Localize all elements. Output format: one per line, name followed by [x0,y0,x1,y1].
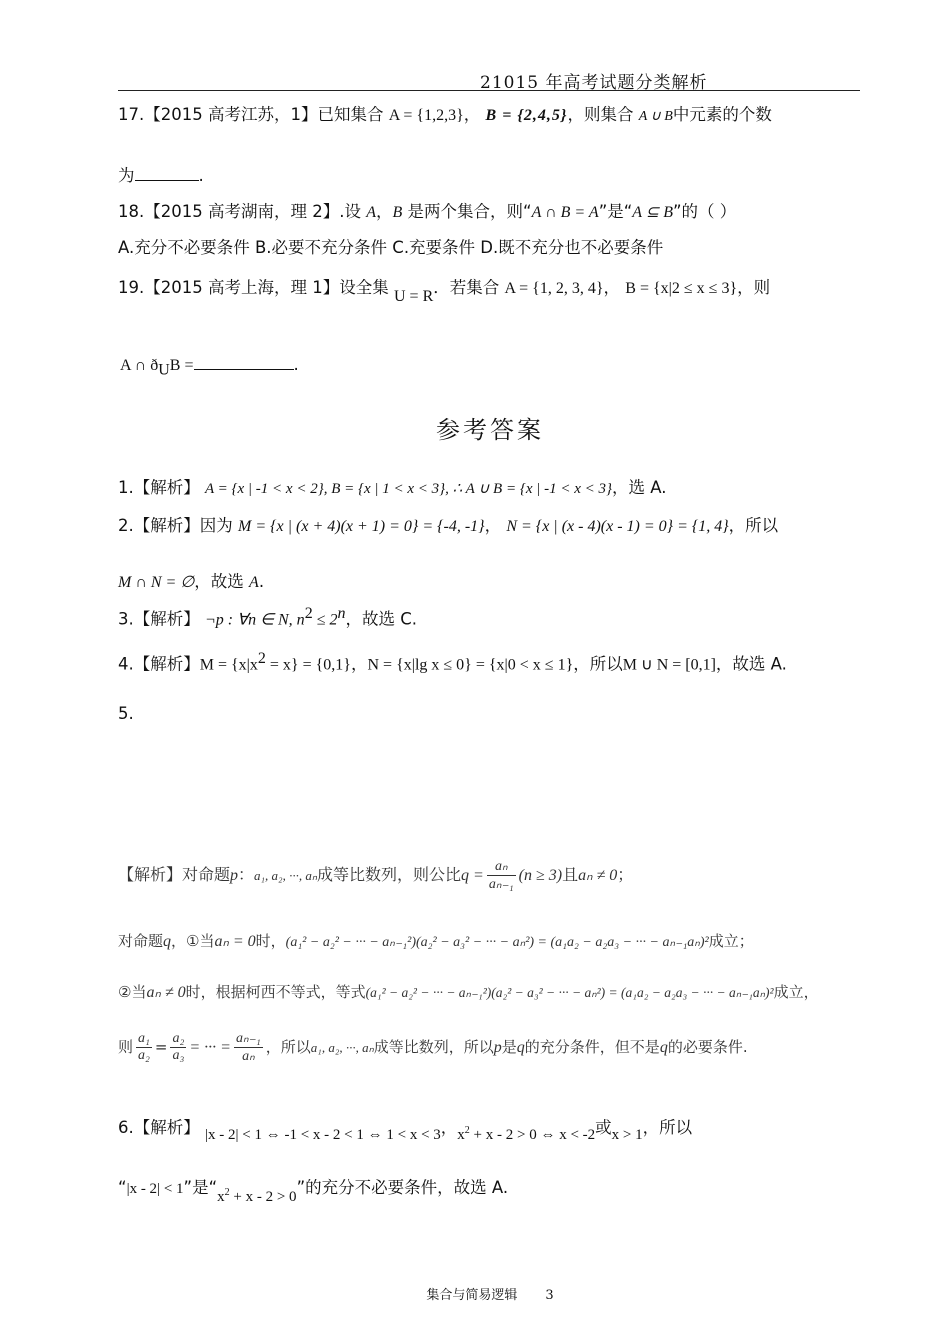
a1-tail: ，选 A. [612,478,667,497]
q17-set-a: A = {1,2,3} [388,107,464,124]
a6-math-abs: |x - 2| < 1 ⇔ -1 < x - 2 < 1 ⇔ 1 < x < 3 [205,1127,441,1143]
a1-math: A = {x | -1 < x < 2}, B = {x | 1 < x < 3}, ∴ A ∪ B = {x | -1 < x < 3} [205,481,613,497]
question-19: 19.【2015 高考上海，理 1】设全集 U = R．若集合 A = {1, 2, 3, 4}， B = {x|2 ≤ x ≤ 3}，则 [118,278,771,305]
a5-frac-3 [234,1030,263,1065]
a5-ratio-fraction [487,858,516,893]
a5-q-eq: q = [461,867,484,884]
a5-seq2: a₁, a₂, ···, aₙ [310,1040,374,1055]
q18-mid: 是两个集合，则“ [407,202,532,221]
a6-cond2-sup: 2 [224,1187,230,1198]
answer-5-line1 [118,858,633,893]
a3-sup2: n [337,605,346,622]
q17-prefix: 17.【2015 高考江苏，1】已知集合 [118,105,384,124]
a2-line2-text: ，故选 [194,572,244,591]
a5-l3a: ②当 [118,983,147,1001]
q19-universal-set: U = R [393,288,434,305]
a4-label: 4.【解析】 [118,654,200,674]
a5-l4b: ，所以 [265,1038,311,1056]
a3-sup: 2 [304,605,313,622]
a2-end: . [258,572,265,591]
q19-expr: A ∩ ð [120,357,159,374]
q18-cond1: A ∩ B = A [531,204,599,221]
q19-set-b: B = {x|2 ≤ x ≤ 3} [625,280,738,297]
a3-math2: ≤ 2 [312,611,338,629]
a5-l1b: ： [238,865,255,884]
a5-identity: (a₁² − a₂² − ··· − aₙ₋₁²)(a₂² − a₃² − ··· − aₙ²) = (a₁a₂ − a₂a₃ − ··· − aₙ₋₁aₙ)² [285,935,709,950]
a5-l3c: 成立， [773,983,819,1001]
a5-frac1-num: a₁ [138,1031,150,1046]
a6-quad-x: x [457,1127,465,1143]
a6-cond2-rest: + x - 2 > 0 [229,1189,297,1205]
a6-line2-end: ”的充分不必要条件，故选 A. [296,1178,509,1197]
a5-ratio-num: aₙ [487,858,516,876]
a5-dots: = ··· = [189,1039,231,1056]
a5-p: p [230,867,239,884]
q19-set-a: A = {1, 2, 3, 4} [504,280,604,297]
a5-l4e: 的充分条件，但不是 [524,1038,660,1056]
a6-sep: ， [440,1118,458,1137]
q19-expr-sub: U [158,361,170,379]
a6-math-x1: x > 1 [611,1127,643,1143]
question-17: 17.【2015 高考江苏，1】已知集合 A = {1,2,3}， B = {2,4,5}，则集合 A ∪ B中元素的个数 [118,105,772,124]
page-footer [0,1284,950,1303]
a5-q2: q [516,1039,525,1056]
a5-nonzero: aₙ ≠ 0 [578,867,618,884]
a5-l4c: 成等比数列，所以 [373,1038,494,1056]
q18-prefix: 18.【2015 高考湖南，理 2】.设 [118,202,361,221]
answer-6 [118,1114,693,1143]
answer-5-line2 [118,930,754,951]
q19-expression: A ∩ $ð_UB$ = . [120,355,299,379]
a6-cond2-x: x [217,1189,225,1205]
answers-title: 参考答案 [436,416,544,444]
a5-frac2-num: a₂ [172,1031,185,1046]
a6-or: 或 [595,1118,612,1137]
a2-math-n: N = {x | (x - 4)(x - 1) = 0} = {1, 4} [506,518,729,535]
a6-label: 6.【解析】 [118,1118,200,1137]
a5-p2: p [493,1039,502,1056]
a5-l1c: 成等比数列，则公比 [317,865,462,884]
q17-suffix: 中元素的个数 [672,105,772,124]
a5-seq: a₁, a₂, ···, aₙ [254,868,317,883]
a5-frac-2 [170,1031,186,1064]
a4-tail: ，故选 A. [715,654,787,674]
answer-2-line2 [118,568,264,592]
a5-l4d: 是 [501,1038,517,1056]
a4-sup: 2 [257,650,266,667]
a3-math: ¬p : ∀n ∈ N, n [205,611,305,629]
a5-l4a: 则 [118,1038,134,1056]
a2-answer: A [249,574,259,591]
a6-quad-rest: + x - 2 > 0 ⇔ x < -2 [469,1127,596,1143]
a4-math-m: M = {x|x [199,656,258,674]
q18-b: B [392,204,403,221]
a6-cond1: |x - 2| < 1 [126,1181,184,1197]
a5-an-zero: aₙ = 0 [214,933,256,950]
a5-q: q [163,933,172,950]
a2-intersection: M ∩ N = ∅ [118,574,195,591]
q17-mid: ，则集合 [567,105,634,124]
answer-6-line2 [118,1174,509,1205]
a3-tail: ，故选 C. [345,609,417,629]
a2-label: 2.【解析】因为 [118,516,233,535]
question-17-line2: 为 . [118,166,204,185]
q19-answer-blank [194,359,294,370]
a4-mid: ，所以 [573,654,623,674]
a5-frac3-den: aₙ [242,1049,255,1064]
a1-label: 1.【解析】 [118,478,200,497]
a5-frac1-den: a₂ [138,1048,150,1063]
q18-a: A [366,204,376,221]
a3-label: 3.【解析】 [118,609,200,629]
q17-line2-text: 为 [118,166,135,185]
footer-chapter: 集合与简易逻辑 [426,1288,518,1303]
q18-suffix: ”的（ ） [672,202,737,221]
answer-3 [118,605,417,630]
a2-math-m: M = {x | (x + 4)(x + 1) = 0} = {-4, -1} [238,518,485,535]
a5-l2b: ，①当 [171,932,215,950]
a6-quad-sup: 2 [464,1125,470,1136]
a5-l4f: 的必要条件. [667,1038,748,1056]
answer-4: 4.【解析】$M = \{x|x^2 = x\} = \{0,1\}$，N = {x|lg x ≤ 0} = {x|0 < x ≤ 1}，所以M ∪ N = [0,1]，故选 A. [118,650,787,674]
q19-suffix: ，则 [737,278,771,297]
a5-l1d: 且 [562,865,579,884]
q18-options: A.充分不必要条件 B.必要不充分条件 C.充要条件 D.既不充分也不必要条件 [118,238,664,257]
q18-cond2: A ⊆ B [632,204,673,221]
a5-q3: q [659,1039,668,1056]
q17-union: A ∪ B [638,109,673,124]
q19-expr-b: B = [169,357,194,374]
a6-tail: ，所以 [642,1118,693,1137]
q18-mid2: ”是“ [598,202,633,221]
a6-is: ”是“ [183,1178,218,1197]
a5-l3b: 时，根据柯西不等式，等式 [185,983,366,1001]
answer-2: 2.【解析】因为 M = {x | (x + 4)(x + 1) = 0} = {-4, -1}， N = {x | (x - 4)(x - 1) = 0} = {1, 4}，所以 [118,516,779,535]
a5-ratio-den: aₙ₋₁ [488,877,514,892]
a5-frac3-num: aₙ₋₁ [235,1031,261,1046]
a5-l1a: 【解析】对命题 [118,865,231,884]
header-rule [118,90,860,91]
a5-l2c: 时， [255,932,286,950]
answer-1 [118,474,667,498]
a5-cond: (n ≥ 3) [518,867,563,884]
a2-tail: ，所以 [728,516,779,535]
q17-answer-blank [135,166,199,181]
a5-frac2-den: a₃ [172,1048,185,1063]
q19-mid: ．若集合 [433,278,500,297]
a4-math-m2: = x} = {0,1} [265,656,351,674]
a4-math-n: N = {x|lg x ≤ 0} = {x|0 < x ≤ 1} [367,656,574,674]
answer-5-line4: 则 $\frac{\text{a₁}}{\text{a₂}}$ = $\frac{\text{a₂}}{\text{a₃}}$ = ··· = $\frac{\text{aₙ₋₁}}{\text{aₙ}}$ ，所以a₁, a₂, ···, aₙ成等比数列，所以p是q的充分条件，但不是q的必要条件. [118,1031,748,1064]
a6-quote-open: “ [118,1178,127,1197]
answer-5-line3 [118,981,819,1002]
a5-frac-1 [136,1031,152,1064]
question-18: 18.【2015 高考湖南，理 2】.设 A，B 是两个集合，则“A ∩ B = A”是“A ⊆ B”的（ ） [118,202,737,221]
a5-l2d: 成立； [708,932,754,950]
a5-cauchy-eq: (a₁² − a₂² − ··· − aₙ₋₁²)(a₂² − a₃² − ··· − aₙ²) = (a₁a₂ − a₂a₃ − ··· − aₙ₋₁aₙ)² [365,985,774,1000]
a5-l1e: ； [617,865,634,884]
running-header: 21015 年高考试题分类解析 [480,73,708,93]
a5-an-nonzero: aₙ ≠ 0 [146,984,186,1001]
a4-math-union: M ∪ N = [0,1] [622,656,716,674]
q19-prefix: 19.【2015 高考上海，理 1】设全集 [118,278,389,297]
q17-set-b: B = {2,4,5} [485,107,568,124]
page-number: 3 [545,1288,554,1303]
answer-5-label: 5. [118,704,134,723]
a5-l2a: 对命题 [118,932,164,950]
